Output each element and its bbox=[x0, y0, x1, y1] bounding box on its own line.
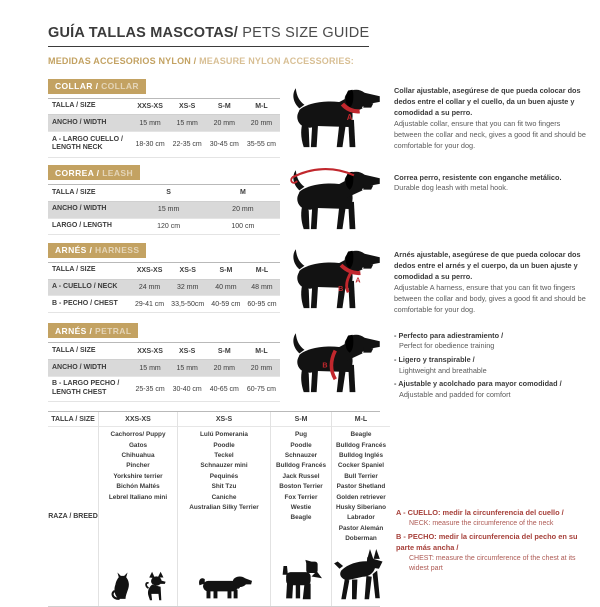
breed-item: Gatos bbox=[128, 441, 148, 449]
col-header: XS-S bbox=[168, 262, 208, 279]
row-label: ANCHO / WIDTH bbox=[48, 115, 132, 132]
leash-desc-en: Durable dog leash with metal hook. bbox=[394, 183, 508, 193]
page-title bbox=[48, 25, 369, 47]
harness-size-table bbox=[48, 262, 280, 313]
feature-en: Lightweight and breathable bbox=[399, 365, 487, 375]
cell: 40-59 cm bbox=[208, 296, 244, 313]
harness-marker-b: B bbox=[338, 284, 344, 293]
row-label: B - LARGO PECHO / LENGTH CHEST bbox=[48, 376, 132, 402]
cell: 22-35 cm bbox=[169, 132, 206, 158]
breed-item: Lulú Pomerania bbox=[200, 431, 248, 439]
breed-item: Pequinés bbox=[209, 472, 239, 480]
feature-item bbox=[394, 331, 588, 352]
cell: 29-41 cm bbox=[132, 296, 168, 313]
breed-item: Doberman bbox=[345, 535, 377, 543]
breed-item: Poodle bbox=[213, 441, 235, 449]
breed-list bbox=[99, 427, 177, 544]
page-subtitle bbox=[48, 56, 592, 66]
header-en: PETRAL bbox=[92, 325, 132, 336]
col-header: TALLA / SIZE bbox=[48, 343, 132, 360]
page-title-es: GUÍA TALLAS MASCOTAS/ bbox=[48, 25, 239, 41]
breed-list bbox=[271, 427, 331, 544]
petral-size-table bbox=[48, 342, 280, 402]
header-es: COLLAR / bbox=[55, 81, 99, 91]
feature-es: - Ligero y transpirable / bbox=[394, 355, 588, 366]
note-en: CHEST: measure the circumference of the chest at its widest part bbox=[409, 554, 576, 572]
breed-item: Beagle bbox=[290, 514, 312, 522]
page-subtitle-en: MEASURE NYLON ACCESSORIES: bbox=[196, 56, 354, 66]
feature-es: - Ajustable y acolchado para mayor comodidad / bbox=[394, 379, 588, 390]
feature-es: - Perfecto para adiestramiento / bbox=[394, 331, 588, 342]
cell: 32 mm bbox=[168, 279, 208, 296]
row-label: A - CUELLO / NECK bbox=[48, 279, 132, 296]
feature-en: Perfect for obedience training bbox=[399, 341, 495, 351]
breed-item: Australian Silky Terrier bbox=[189, 503, 259, 511]
breed-item: Cocker Spaniel bbox=[337, 462, 385, 470]
petral-feature-list bbox=[394, 331, 588, 400]
collar-description bbox=[394, 86, 588, 152]
harness-marker-a: A bbox=[355, 276, 361, 285]
col-header: XXS-XS bbox=[132, 98, 169, 115]
chihuahua-silhouette-icon bbox=[140, 571, 167, 601]
col-header: TALLA / SIZE bbox=[48, 185, 132, 202]
cell: 18-30 cm bbox=[132, 132, 169, 158]
section-leash bbox=[48, 163, 592, 236]
note-es: A - CUELLO: medir la circunferencia del cuello / bbox=[396, 507, 564, 517]
col-header: XS-S bbox=[169, 343, 206, 360]
breed-item: Bichón Maltés bbox=[116, 483, 160, 491]
note-es: B - PECHO: medir la circunferencia del pecho en su parte más ancha / bbox=[396, 532, 578, 553]
row-label: ANCHO / WIDTH bbox=[48, 360, 132, 377]
breed-item: Labrador bbox=[347, 514, 375, 522]
breed-label-column bbox=[48, 412, 99, 606]
breed-column-xs-s bbox=[178, 412, 271, 606]
bottom-area bbox=[48, 411, 592, 607]
breed-size-header: S-M bbox=[271, 412, 331, 427]
feature-item bbox=[394, 379, 588, 400]
col-header: S bbox=[132, 185, 206, 202]
col-header: M-L bbox=[243, 343, 280, 360]
breed-item: Bulldog Francés bbox=[275, 462, 327, 470]
feature-item bbox=[394, 355, 588, 376]
section-leash-header bbox=[48, 165, 140, 180]
cell: 35-55 cm bbox=[243, 132, 280, 158]
cell: 20 mm bbox=[206, 360, 243, 377]
col-header: M-L bbox=[244, 262, 280, 279]
note-cuello bbox=[396, 508, 590, 529]
cell: 60-75 cm bbox=[243, 376, 280, 402]
dog-with-harness-illustration bbox=[284, 245, 388, 311]
cell: 120 cm bbox=[132, 218, 206, 235]
breed-item: Fox Terrier bbox=[284, 493, 318, 501]
cell: 100 cm bbox=[206, 218, 280, 235]
harness-description bbox=[394, 250, 588, 316]
cell: 20 mm bbox=[206, 115, 243, 132]
harness-desc-en: Adjustable A harness, ensure that you can fit two fingers between the collar and body, gives a good fit and should be comfortable for your dog. bbox=[394, 283, 586, 314]
col-header: S-M bbox=[206, 98, 243, 115]
cell: 15 mm bbox=[169, 360, 206, 377]
page-subtitle-es: MEDIDAS ACCESORIOS NYLON / bbox=[48, 56, 197, 66]
breed-item: Cachorros/ Puppy bbox=[110, 431, 166, 439]
col-header: M-L bbox=[243, 98, 280, 115]
breed-item: Yorkshire terrier bbox=[113, 472, 163, 480]
cell: 15 mm bbox=[132, 201, 206, 218]
breed-list bbox=[178, 427, 270, 544]
breed-item: Boston Terrier bbox=[279, 483, 323, 491]
cat-silhouette-icon bbox=[110, 571, 137, 601]
cell: 20 mm bbox=[243, 115, 280, 132]
header-es: ARNÉS / bbox=[55, 325, 93, 336]
note-pecho bbox=[396, 532, 590, 573]
row-label: ANCHO / WIDTH bbox=[48, 201, 132, 218]
petral-marker-b: B bbox=[322, 361, 328, 370]
header-en: LEASH bbox=[99, 167, 134, 178]
breed-item: Pastor Shetland bbox=[336, 483, 386, 491]
breed-item: Bulldog Inglés bbox=[338, 452, 384, 460]
collar-desc-en: Adjustable collar, ensure that you can fit two fingers between the collar and neck, gives a good fit and should be comfortable for your dog. bbox=[394, 118, 586, 150]
breed-item: Bulldog Francés bbox=[335, 441, 387, 449]
breed-item: Teckel bbox=[214, 452, 234, 460]
col-header: M bbox=[206, 185, 280, 202]
col-header: XS-S bbox=[169, 98, 206, 115]
leash-description bbox=[394, 173, 588, 195]
measurement-notes bbox=[380, 411, 592, 607]
dachshund-silhouette-icon bbox=[195, 573, 253, 601]
breed-item: Chihuahua bbox=[121, 452, 155, 460]
breed-size-table bbox=[48, 411, 387, 607]
breed-size-header: XXS-XS bbox=[99, 412, 177, 427]
cell: 15 mm bbox=[169, 115, 206, 132]
breed-item: Bull Terrier bbox=[344, 472, 378, 480]
note-en: NECK: measure the circumference of the neck bbox=[409, 519, 554, 527]
section-harness bbox=[48, 240, 592, 316]
cell: 40-65 cm bbox=[206, 376, 243, 402]
cell: 25-35 cm bbox=[132, 376, 169, 402]
row-label: B - PECHO / CHEST bbox=[48, 296, 132, 313]
cell: 33,5-50cm bbox=[168, 296, 208, 313]
header-en: HARNESS bbox=[92, 245, 140, 256]
breed-column-xxs-xs bbox=[99, 412, 178, 606]
section-harness-header bbox=[48, 243, 146, 258]
cell: 15 mm bbox=[132, 360, 169, 377]
col-header: S-M bbox=[208, 262, 244, 279]
breed-item: Schnauzer mini bbox=[200, 462, 248, 470]
cell: 30-45 cm bbox=[206, 132, 243, 158]
cell: 30-40 cm bbox=[169, 376, 206, 402]
breed-item: Pug bbox=[294, 431, 308, 439]
collar-marker-a: A bbox=[346, 112, 353, 122]
cell: 48 mm bbox=[244, 279, 280, 296]
breed-item: Pastor Alemán bbox=[338, 524, 384, 532]
breed-table-corner: TALLA / SIZE bbox=[48, 412, 98, 427]
breed-item: Lebrel Italiano mini bbox=[108, 493, 168, 501]
cell: 60-95 cm bbox=[244, 296, 280, 313]
col-header: XXS-XS bbox=[132, 262, 168, 279]
cell: 20 mm bbox=[243, 360, 280, 377]
section-collar-header bbox=[48, 79, 146, 94]
section-petral-header bbox=[48, 323, 138, 338]
harness-desc-es: Arnés ajustable, asegúrese de que pueda colocar dos dedos entre el arnés y el cuerpo, da un buen ajuste y comodidad a su perro. bbox=[394, 250, 581, 282]
col-header: S-M bbox=[206, 343, 243, 360]
leash-desc-es: Correa perro, resistente con enganche metálico. bbox=[394, 172, 562, 182]
collar-size-table bbox=[48, 98, 280, 158]
col-header: TALLA / SIZE bbox=[48, 98, 132, 115]
breed-item: Jack Russel bbox=[282, 472, 320, 480]
breed-item: Caniche bbox=[211, 493, 237, 501]
breed-item: Beagle bbox=[350, 431, 372, 439]
section-collar bbox=[48, 76, 592, 158]
page-title-en: PETS SIZE GUIDE bbox=[238, 25, 370, 41]
dog-with-collar-illustration bbox=[284, 84, 388, 150]
breed-item: Shit Tzu bbox=[211, 483, 237, 491]
col-header: XXS-XS bbox=[132, 343, 169, 360]
breed-item: Poodle bbox=[290, 441, 312, 449]
dog-with-leash-illustration bbox=[284, 166, 388, 232]
leash-size-table bbox=[48, 184, 280, 235]
breed-item: Husky Siberiano bbox=[335, 503, 387, 511]
header-es: ARNÉS / bbox=[55, 245, 93, 256]
col-header: TALLA / SIZE bbox=[48, 262, 132, 279]
cell: 15 mm bbox=[132, 115, 169, 132]
row-label: LARGO / LENGTH bbox=[48, 218, 132, 235]
breed-column-s-m bbox=[271, 412, 332, 606]
header-es: CORREA / bbox=[55, 167, 100, 178]
breed-size-header: XS-S bbox=[178, 412, 270, 427]
collar-desc-es: Collar ajustable, asegúrese de que pueda colocar dos dedos entre el collar y el cuello, da un buen ajuste y comodidad a su perro. bbox=[394, 86, 581, 117]
cell: 24 mm bbox=[132, 279, 168, 296]
row-label: A - LARGO CUELLO / LENGTH NECK bbox=[48, 132, 132, 158]
feature-en: Adjustable and padded for comfort bbox=[399, 389, 511, 399]
breed-item: Westie bbox=[290, 503, 312, 511]
header-en: COLLAR bbox=[98, 81, 139, 91]
breed-item: Schnauzer bbox=[284, 452, 318, 460]
section-petral bbox=[48, 321, 592, 403]
breed-item: Pincher bbox=[126, 462, 150, 470]
dog-with-chest-strap-illustration bbox=[284, 329, 388, 395]
cell: 40 mm bbox=[208, 279, 244, 296]
breed-item: Golden retriever bbox=[336, 493, 386, 501]
schnauzer-silhouette-icon bbox=[278, 559, 324, 601]
breed-size-header: M-L bbox=[332, 412, 390, 427]
raza-breed-label: RAZA / BREED bbox=[48, 513, 98, 520]
cell: 20 mm bbox=[206, 201, 280, 218]
